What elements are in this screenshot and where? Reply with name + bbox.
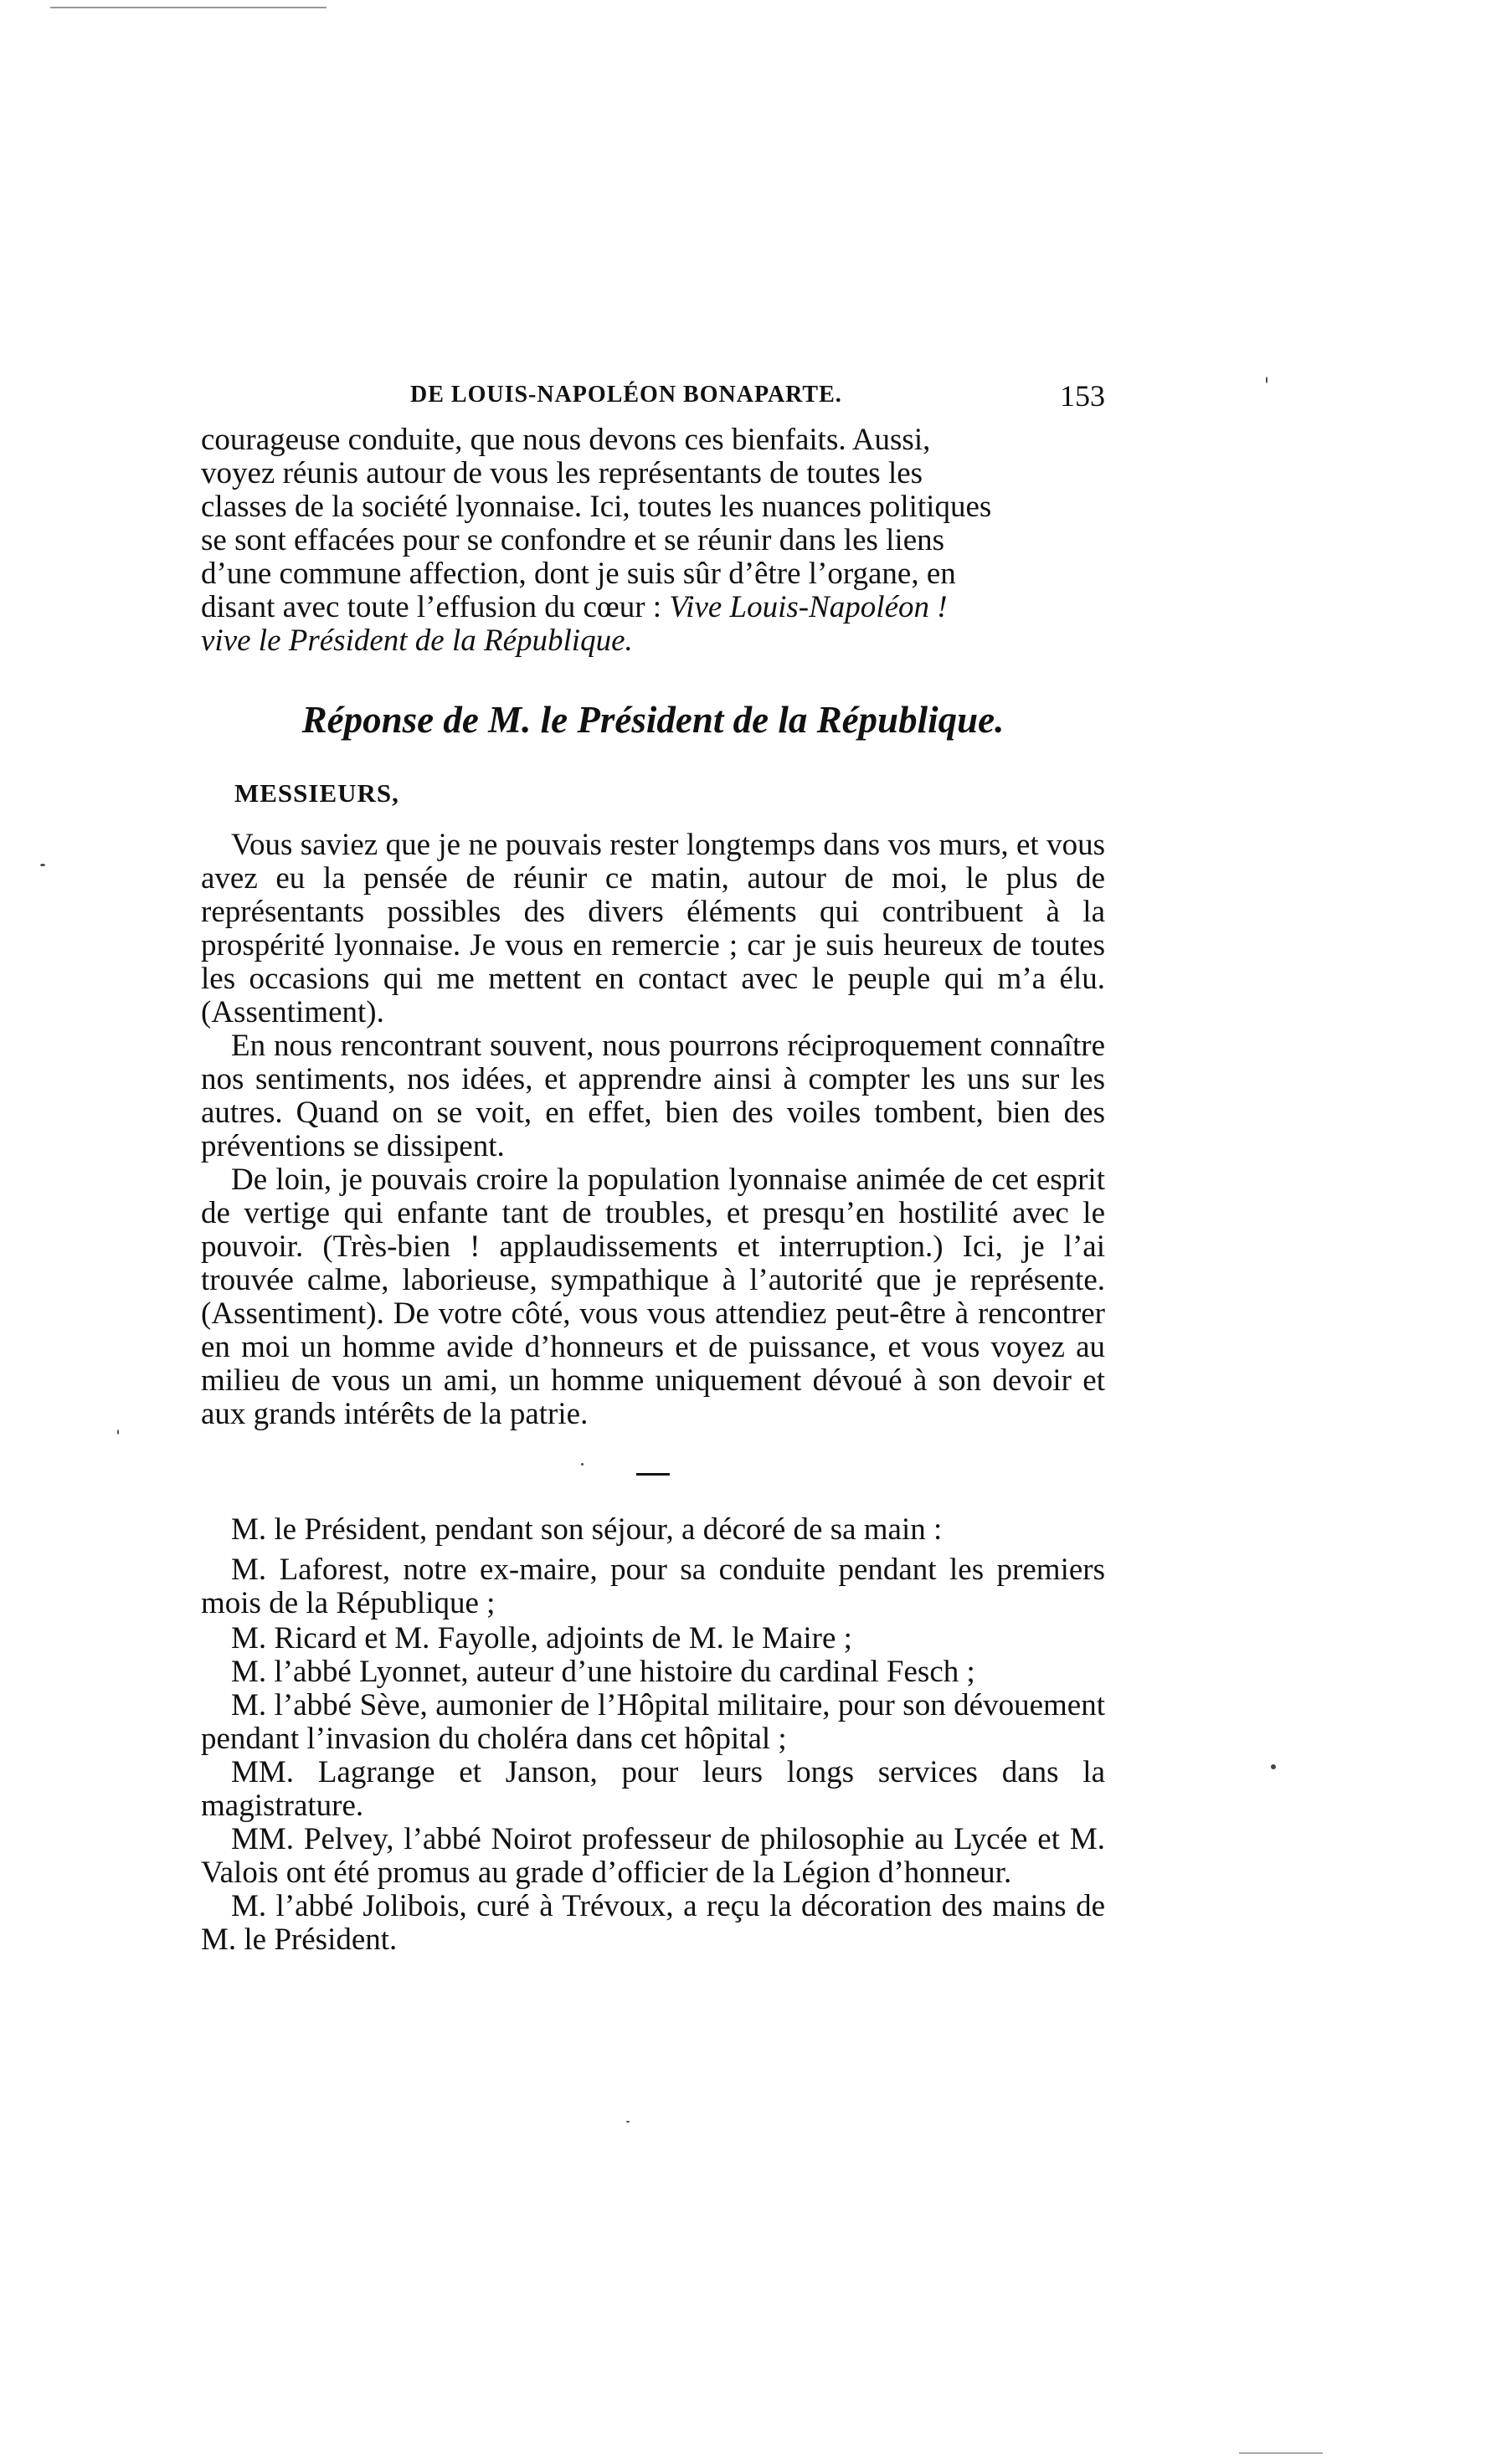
speech-paragraph: En nous rencontrant souvent, nous pourrons réciproquement connaître nos sentiments, nos idées, et apprendre ainsi à compter les uns sur les autres. Quand on se voit, en effet, bien des voiles tombent, bien des préventions se dissipent. <box>201 1029 1105 1163</box>
scan-speck <box>40 864 45 866</box>
intro-line: classes de la société lyonnaise. Ici, toutes les nuances politiques <box>201 490 992 524</box>
scan-edge-mark <box>50 7 327 8</box>
decoration-item: M. l’abbé Lyonnet, auteur d’une histoire du cardinal Fesch ; <box>231 1655 975 1689</box>
scan-speck <box>1266 377 1267 383</box>
intro-final-line <box>201 624 1105 658</box>
page-number: 153 <box>1060 379 1105 413</box>
salutation: MESSIEURS, <box>234 778 399 808</box>
intro-line-last <box>201 591 1105 624</box>
scan-speck <box>117 1430 119 1435</box>
decorations-list <box>201 1513 1105 1957</box>
decorations-intro: M. le Président, pendant son séjour, a décoré de sa main : <box>231 1512 943 1547</box>
decoration-item: M. l’abbé Sève, aumonier de l’Hôpital militaire, pour son dévouement pendant l’invasion du choléra dans cet hôpital ; <box>201 1688 1105 1756</box>
intro-paragraph <box>201 424 1105 658</box>
section-title: Réponse de M. le Président de la République. <box>301 699 1005 741</box>
intro-final-italic: vive le Président de la République. <box>201 624 633 658</box>
scan-speck <box>581 1463 584 1466</box>
speech-paragraph: Vous saviez que je ne pouvais rester longtemps dans vos murs, et vous avez eu la pensée de réunir ce matin, autour de moi, le plus de représentants possibles des divers éléments qui contribuent à la prospérité lyonnaise. Je vous en remercie ; car je suis heureux de toutes les occasions qui me mettent en contact avec le peuple qui m’a élu. (Assentiment). <box>201 828 1105 1029</box>
intro-line: d’une commune affection, dont je suis sûr d’être l’organe, en <box>201 557 956 591</box>
scan-speck <box>626 2121 630 2123</box>
decoration-item: MM. Pelvey, l’abbé Noirot professeur de philosophie au Lycée et M. Valois ont été promus au grade d’officier de la Légion d’honneur. <box>201 1822 1105 1890</box>
scan-speck <box>1271 1764 1276 1769</box>
speech-body <box>201 829 1105 1431</box>
intro-line-italic: Vive Louis-Napoléon ! <box>669 590 948 624</box>
speech-paragraph: De loin, je pouvais croire la population lyonnaise animée de cet esprit de vertige qui enfante tant de troubles, et presqu’en hostilité avec le pouvoir. (Très-bien ! applaudissements et interruption.) Ici, je l’ai trouvée calme, laborieuse, sympathique à l’autorité que je représente. (Assentiment). De votre côté, vous vous attendiez peut-être à rencontrer en moi un homme avide d’honneurs et de puissance, et vous voyez au milieu de vous un ami, un homme uniquement dévoué à son devoir et aux grands intérêts de la patrie. <box>201 1163 1105 1431</box>
section-divider <box>636 1473 670 1476</box>
intro-line-plain: disant avec toute l’effusion du cœur : <box>201 590 670 624</box>
decoration-item: M. l’abbé Jolibois, curé à Trévoux, a reçu la décoration des mains de M. le Président. <box>201 1889 1105 1957</box>
intro-line: voyez réunis autour de vous les représentants de toutes les <box>201 456 923 490</box>
decoration-item: M. Laforest, notre ex-maire, pour sa conduite pendant les premiers mois de la République ; <box>201 1553 1105 1620</box>
intro-line: courageuse conduite, que nous devons ces bienfaits. Aussi, <box>201 423 931 457</box>
scan-edge-mark <box>1239 2452 1323 2454</box>
decoration-item: M. Ricard et M. Fayolle, adjoints de M. le Maire ; <box>231 1621 852 1656</box>
running-head <box>201 378 1105 412</box>
intro-line: se sont effacées pour se confondre et se réunir dans les liens <box>201 523 945 557</box>
running-title: DE LOUIS-NAPOLÉON BONAPARTE. <box>410 382 842 408</box>
decoration-item: MM. Lagrange et Janson, pour leurs longs services dans la magistrature. <box>201 1755 1105 1823</box>
